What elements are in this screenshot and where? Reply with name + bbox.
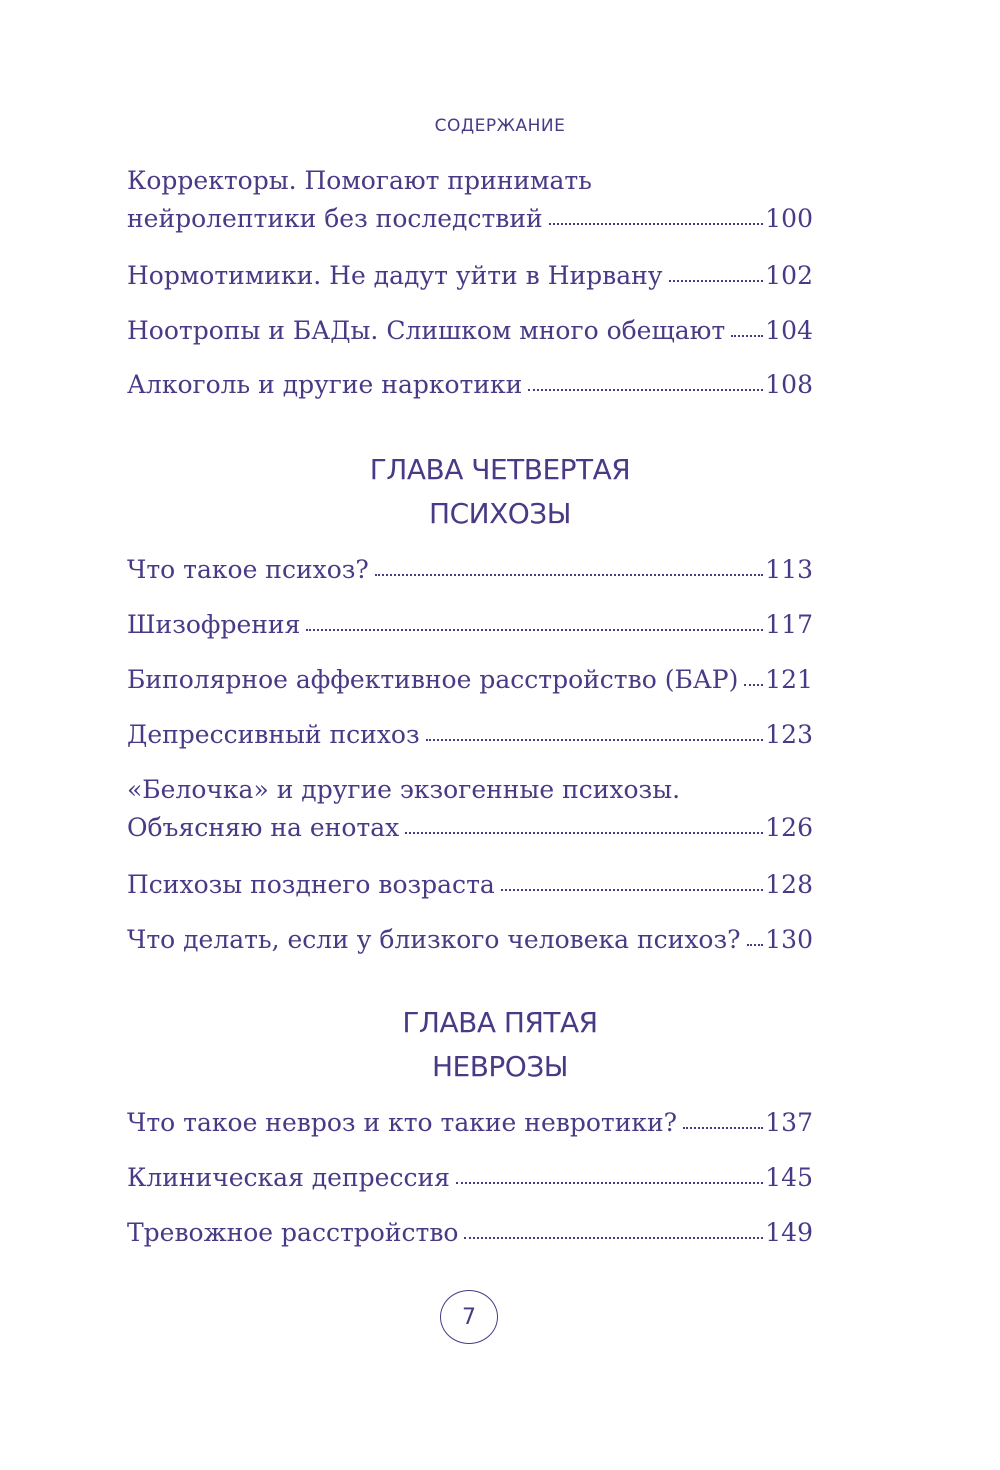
leader-dots bbox=[456, 1182, 763, 1184]
chapter-heading bbox=[0, 448, 1000, 536]
toc-entry-title: Нормотимики. Не дадут уйти в Нирвану bbox=[127, 261, 663, 290]
toc-entry[interactable] bbox=[127, 606, 813, 644]
toc-entry-page: 130 bbox=[765, 925, 813, 954]
toc-entry-title-line1: «Белочка» и другие экзогенные психозы. bbox=[127, 775, 681, 804]
toc-entry-title: Тревожное расстройство bbox=[127, 1218, 459, 1247]
running-head: СОДЕРЖАНИЕ bbox=[434, 116, 566, 136]
toc-entry-page: 145 bbox=[765, 1163, 813, 1192]
toc-entry-page: 100 bbox=[765, 204, 813, 233]
chapter-label: ГЛАВА ПЯТАЯ bbox=[402, 1006, 598, 1039]
toc-entry-page: 123 bbox=[765, 720, 813, 749]
leader-dots bbox=[747, 944, 764, 946]
toc-entry[interactable] bbox=[127, 312, 813, 350]
toc-entry-title: Алкоголь и другие наркотики bbox=[127, 370, 523, 399]
leader-dots bbox=[683, 1127, 763, 1129]
toc-entry-title: Ноотропы и БАДы. Слишком много обещают bbox=[127, 316, 726, 345]
toc-entry[interactable] bbox=[127, 257, 813, 295]
toc-entry-title: нейролептики без последствий bbox=[127, 204, 543, 233]
toc-entry-title: Клиническая депрессия bbox=[127, 1163, 450, 1192]
toc-entry-page: 137 bbox=[765, 1108, 813, 1137]
toc-entry[interactable] bbox=[127, 1104, 813, 1142]
toc-entry[interactable] bbox=[127, 921, 813, 959]
chapter-name: ПСИХОЗЫ bbox=[429, 497, 571, 530]
toc-entry-page: 121 bbox=[765, 665, 813, 694]
chapter-heading bbox=[0, 1001, 1000, 1089]
toc-entry[interactable] bbox=[127, 162, 813, 238]
toc-entry-page: 104 bbox=[765, 316, 813, 345]
toc-entry[interactable] bbox=[127, 1159, 813, 1197]
toc-entry[interactable] bbox=[127, 366, 813, 404]
toc-entry[interactable] bbox=[127, 661, 813, 699]
leader-dots bbox=[731, 335, 763, 337]
toc-entry-page: 102 bbox=[765, 261, 813, 290]
toc-entry-page: 128 bbox=[765, 870, 813, 899]
leader-dots bbox=[375, 574, 763, 576]
toc-entry-title: Объясняю на енотах bbox=[127, 813, 400, 842]
toc-entry-title: Психозы позднего возраста bbox=[127, 870, 495, 899]
toc-entry[interactable] bbox=[127, 1214, 813, 1252]
toc-entry-title: Что такое психоз? bbox=[127, 555, 369, 584]
toc-entry-title: Биполярное аффективное расстройство (БАР) bbox=[127, 665, 739, 694]
toc-entry-page: 149 bbox=[765, 1218, 813, 1247]
toc-entry-page: 126 bbox=[765, 813, 813, 842]
toc-entry[interactable] bbox=[127, 866, 813, 904]
leader-dots bbox=[426, 739, 764, 741]
toc-entry-title-line1: Корректоры. Помогают принимать bbox=[127, 166, 592, 195]
toc-entry-page: 113 bbox=[765, 555, 813, 584]
toc-entry-title: Депрессивный психоз bbox=[127, 720, 420, 749]
leader-dots bbox=[306, 629, 763, 631]
leader-dots bbox=[549, 223, 764, 225]
toc-entry[interactable] bbox=[127, 716, 813, 754]
chapter-label: ГЛАВА ЧЕТВЕРТАЯ bbox=[369, 453, 631, 486]
leader-dots bbox=[744, 684, 763, 686]
toc-entry[interactable] bbox=[127, 771, 813, 847]
leader-dots bbox=[464, 1237, 763, 1239]
leader-dots bbox=[669, 280, 764, 282]
leader-dots bbox=[501, 889, 763, 891]
toc-entry-page: 108 bbox=[765, 370, 813, 399]
toc-entry-title: Шизофрения bbox=[127, 610, 301, 639]
leader-dots bbox=[405, 832, 763, 834]
toc-entry-page: 117 bbox=[765, 610, 813, 639]
toc-entry-title: Что такое невроз и кто такие невротики? bbox=[127, 1108, 678, 1137]
page-number: 7 bbox=[440, 1290, 498, 1344]
toc-entry-title: Что делать, если у близкого человека психоз? bbox=[127, 925, 741, 954]
leader-dots bbox=[528, 389, 763, 391]
toc-entry[interactable] bbox=[127, 551, 813, 589]
chapter-name: НЕВРОЗЫ bbox=[431, 1050, 569, 1083]
